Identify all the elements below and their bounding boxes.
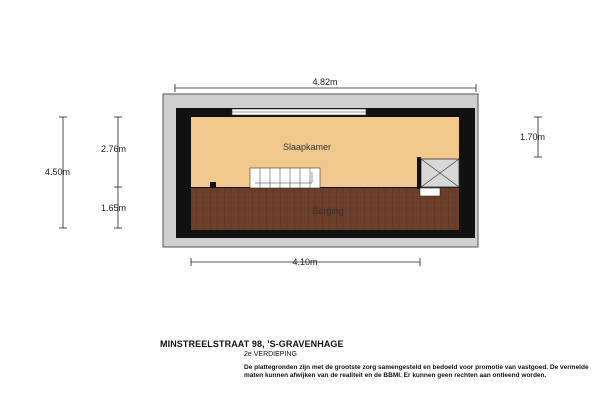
storage-label: Berging [312, 206, 344, 216]
inner-width-label: 4.10m [292, 257, 318, 267]
vent-shaft [417, 157, 459, 189]
disclaimer-text: De plattegronden zijn met de grootste zorg samengesteld en bedoeld voor promotie van vastgoed. De vermelde maten kunnen afwijken van de realiteit en de BBMI. Er kunnen geen rechten aan ontleend worden. [244, 364, 589, 379]
staircase [250, 168, 320, 188]
wall-stub [210, 182, 216, 188]
total-depth-label: 4.50m [45, 167, 71, 177]
bedroom-label: Slaapkamer [282, 142, 332, 152]
room-depth-label: 2.76m [101, 144, 127, 154]
storage-depth-label: 1.65m [101, 203, 127, 213]
overall-width-label: 4.82m [312, 77, 338, 87]
floor-level-label: 2e VERDIEPING [244, 351, 297, 358]
boiler-unit [420, 188, 440, 196]
ceiling-height-label: 1.70m [520, 132, 546, 142]
address-title: MINSTREELSTRAAT 98, 'S-GRAVENHAGE [160, 339, 344, 349]
